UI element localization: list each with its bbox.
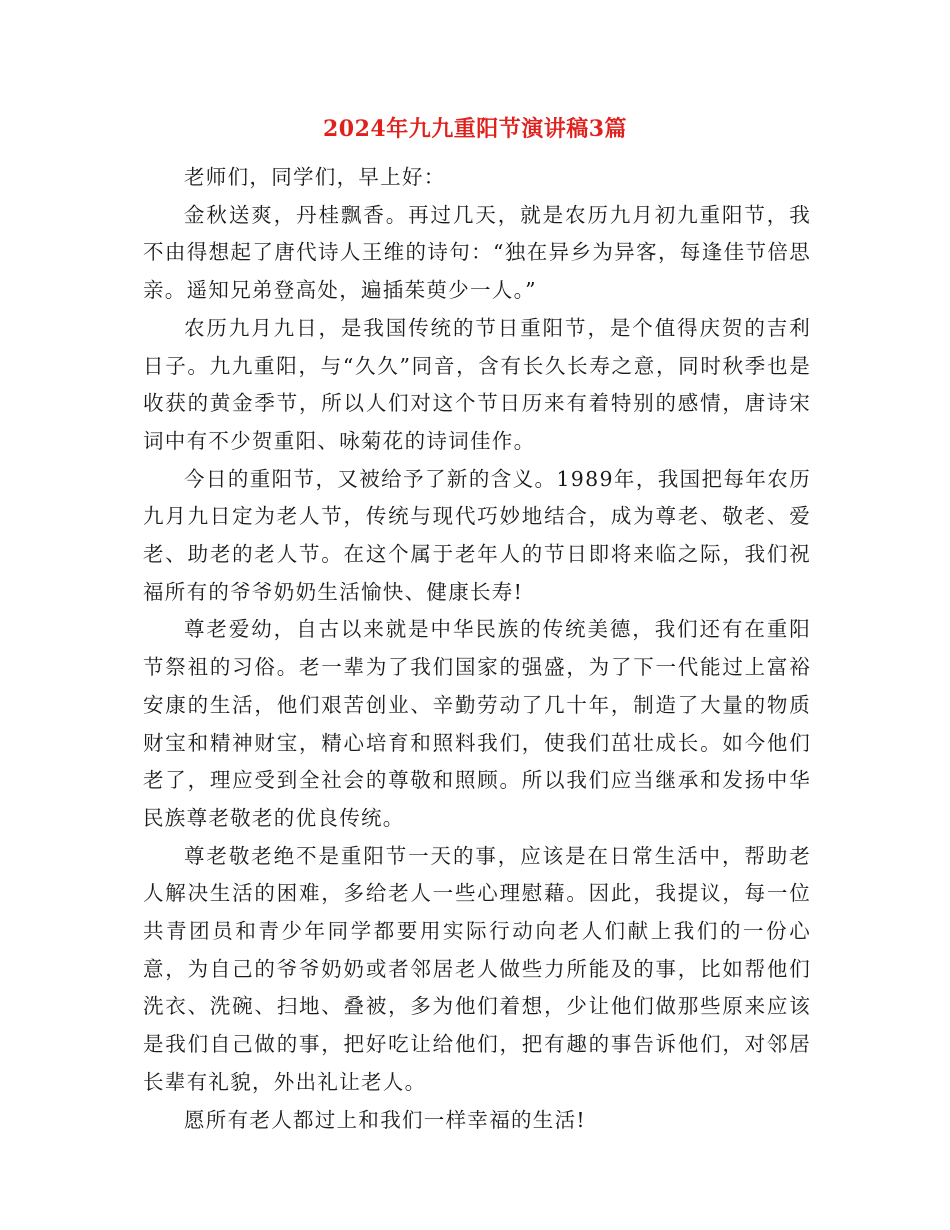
document-title: 2024年九九重阳节演讲稿3篇	[322, 116, 628, 142]
document-body	[143, 159, 811, 1139]
paragraph-1: 金秋送爽，丹桂飘香。再过几天，就是农历九月初九重阳节，我不由得想起了唐代诗人王维的诗句：“独在异乡为异客，每逢佳节倍思亲。遥知兄弟登高处，遍插茱萸少一人。”	[143, 202, 811, 303]
paragraph-greeting: 老师们，同学们，早上好：	[184, 165, 446, 189]
paragraph-2: 农历九月九日，是我国传统的节日重阳节，是个值得庆贺的吉利日子。九九重阳，与“久久”同音，含有长久长寿之意，同时秋季也是收获的黄金季节，所以人们对这个节日历来有着特别的感情，唐诗宋词中有不少贺重阳、咏菊花的诗词佳作。	[143, 315, 811, 453]
paragraph-4: 尊老爱幼，自古以来就是中华民族的传统美德，我们还有在重阳节祭祖的习俗。老一辈为了我们国家的强盛，为了下一代能过上富裕安康的生活，他们艰苦创业、辛勤劳动了几十年，制造了大量的物质财宝和精神财宝，精心培育和照料我们，使我们茁壮成长。如今他们老了，理应受到全社会的尊敬和照顾。所以我们应当继承和发扬中华民族尊老敬老的优良传统。	[143, 617, 811, 830]
paragraph-3: 今日的重阳节，又被给予了新的含义。1989年，我国把每年农历九月九日定为老人节，传统与现代巧妙地结合，成为尊老、敬老、爱老、助老的老人节。在这个属于老年人的节日即将来临之际，我们祝福所有的爷爷奶奶生活愉快、健康长寿!	[143, 466, 811, 604]
paragraph-closing: 愿所有老人都过上和我们一样幸福的生活!	[184, 1107, 586, 1132]
paragraph-5: 尊老敬老绝不是重阳节一天的事，应该是在日常生活中，帮助老人解决生活的困难，多给老人一些心理慰藉。因此，我提议，每一位共青团员和青少年同学都要用实际行动向老人们献上我们的一份心意，为自己的爷爷奶奶或者邻居老人做些力所能及的事，比如帮他们洗衣、洗碗、扫地、叠被，多为他们着想，少让他们做那些原来应该是我们自己做的事，把好吃让给他们，把有趣的事告诉他们，对邻居长辈有礼貌，外出礼让老人。	[143, 843, 811, 1094]
